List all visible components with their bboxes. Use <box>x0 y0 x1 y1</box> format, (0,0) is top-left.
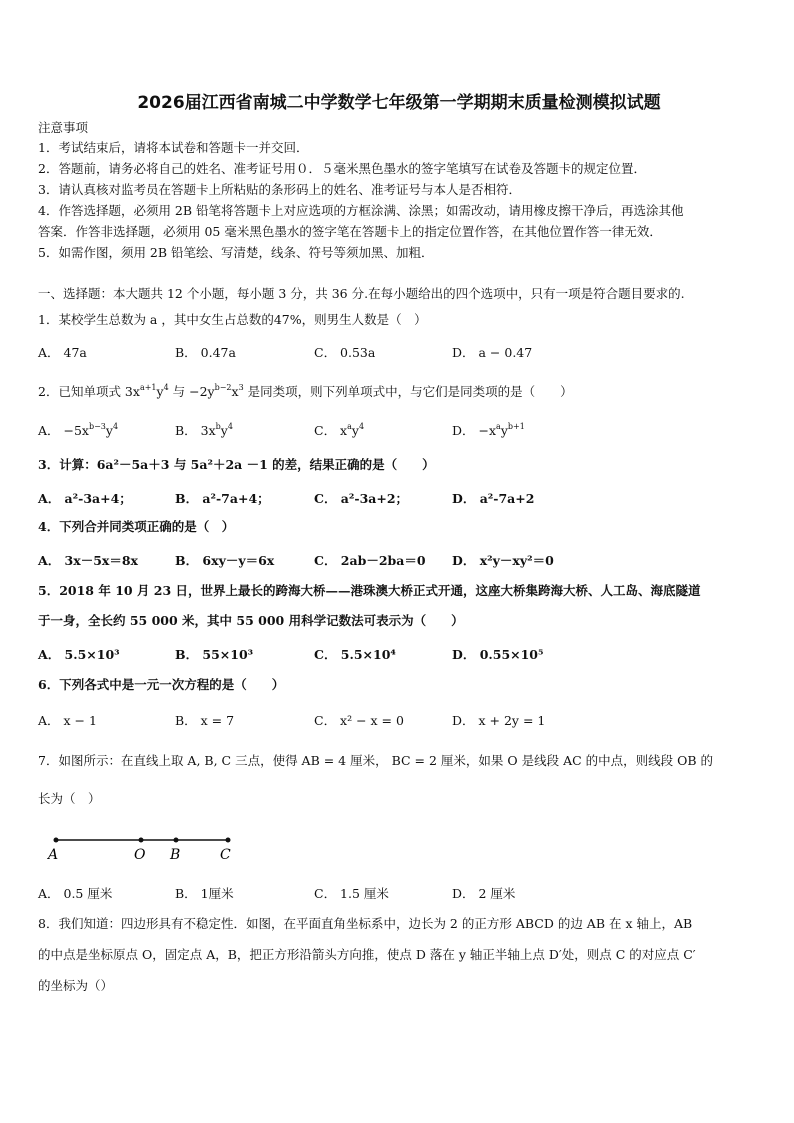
line-segment-figure <box>44 828 244 868</box>
question-5-stem-line-2: 于一身，全长约 55 000 米，其中 55 000 用科学记数法可表示为（ ） <box>38 613 464 628</box>
q6-option-b[interactable]: B． x = 7 <box>175 713 235 728</box>
q4-option-d[interactable]: D． x²y－xy²＝0 <box>452 553 554 568</box>
question-5-stem-line-1: 5．2018 年 10 月 23 日，世界上最长的跨海大桥——港珠澳大桥正式开通，这座大桥集跨海大桥、人工岛、海底隧道 <box>38 583 701 598</box>
point-c-label: C <box>220 847 231 863</box>
q4-option-b[interactable]: B． 6xy－y＝6x <box>175 553 275 568</box>
question-1-stem: 1．某校学生总数为 a ，其中女生占总数的47%，则男生人数是（ ） <box>38 312 427 327</box>
question-2-stem: 2．已知单项式 $3x^{a+1}y^4$ 与 $-2y^{b-2}x^3$ 是同类项，则下列单项式中，与它们是同类项的是（ ） <box>38 383 573 399</box>
question-8-stem-line-2: 的中点是坐标原点 O，固定点 A，B，把正方形沿箭头方向推，使点 D 落在 y 轴正半轴上点 D′处，则点 C 的对应点 C′ <box>38 947 696 962</box>
point-b-dot <box>174 838 179 843</box>
point-c-dot <box>226 838 231 843</box>
question-8-stem-line-1: 8．我们知道：四边形具有不稳定性．如图，在平面直角坐标系中，边长为 2 的正方形 ABCD 的边 AB 在 x 轴上，AB <box>38 916 693 931</box>
question-3-stem: 3．计算：6a²－5a＋3 与 5a²＋2a －1 的差，结果正确的是（ ） <box>38 457 435 472</box>
note-5: 5．如需作图，须用 2B 铅笔绘、写清楚，线条、符号等须加黑、加粗． <box>38 245 434 260</box>
q3-option-c[interactable]: C． a²-3a+2； <box>314 491 409 506</box>
q1-option-c[interactable]: C． 0.53a <box>314 345 376 360</box>
q7-option-b[interactable]: B． 1厘米 <box>175 886 234 901</box>
note-2: 2．答题前，请务必将自己的姓名、准考证号用０．５毫米黑色墨水的签字笔填写在试卷及答题卡的规定位置． <box>38 161 646 176</box>
point-o-dot <box>139 838 144 843</box>
q3-option-b[interactable]: B． a²-7a+4； <box>175 491 270 506</box>
note-3: 3．请认真核对监考员在答题卡上所粘贴的条形码上的姓名、准考证号与本人是否相符． <box>38 182 521 197</box>
q5-option-c[interactable]: C． 5.5×10⁴ <box>314 647 396 662</box>
q1-option-a[interactable]: A． 47a <box>38 345 87 360</box>
q6-option-a[interactable]: A． x − 1 <box>38 713 97 728</box>
q2-option-c[interactable]: C． $x^ay^4$ <box>314 422 365 438</box>
page-title: 2026届江西省南城二中学数学七年级第一学期期末质量检测模拟试题 <box>137 93 661 113</box>
q5-option-b[interactable]: B． 55×10³ <box>175 647 254 662</box>
question-7-stem-line-1: 7．如图所示：在直线上取 A, B, C 三点，使得 AB = 4 厘米， BC = 2 厘米，如果 O 是线段 AC 的中点，则线段 OB 的 <box>38 753 714 768</box>
point-b-label: B <box>170 847 181 863</box>
note-1: 1．考试结束后，请将本试卷和答题卡一并交回． <box>38 140 309 155</box>
section-heading: 一、选择题：本大题共 12 个小题，每小题 3 分，共 36 分.在每小题给出的四个选项中，只有一项是符合题目要求的. <box>38 286 685 301</box>
point-a-label: A <box>48 847 59 863</box>
q2-option-d[interactable]: D． $-x^ay^{b+1}$ <box>452 422 525 438</box>
q6-option-c[interactable]: C． x² − x = 0 <box>314 713 404 728</box>
q5-option-a[interactable]: A． 5.5×10³ <box>38 647 120 662</box>
q1-option-d[interactable]: D． a − 0.47 <box>452 345 533 360</box>
q7-option-d[interactable]: D． 2 厘米 <box>452 886 516 901</box>
q6-option-d[interactable]: D． x + 2y = 1 <box>452 713 546 728</box>
point-a-dot <box>54 838 59 843</box>
q3-option-a[interactable]: A． a²-3a+4； <box>38 491 132 506</box>
question-6-stem: 6．下列各式中是一元一次方程的是（ ） <box>38 677 285 692</box>
q1-option-b[interactable]: B． 0.47a <box>175 345 236 360</box>
question-4-stem: 4．下列合并同类项正确的是（ ） <box>38 519 235 534</box>
question-8-stem-line-3: 的坐标为（） <box>38 978 114 993</box>
q7-option-c[interactable]: C． 1.5 厘米 <box>314 886 389 901</box>
note-4-cont: 答案．作答非选择题，必须用 05 毫米黑色墨水的签字笔在答题卡上的指定位置作答，在其他位置作答一律无效． <box>38 224 662 239</box>
q3-option-d[interactable]: D． a²-7a+2 <box>452 491 535 506</box>
q7-option-a[interactable]: A． 0.5 厘米 <box>38 886 113 901</box>
q2-option-a[interactable]: A． $-5x^{b-3}y^4$ <box>38 422 119 438</box>
q4-option-c[interactable]: C． 2ab－2ba＝0 <box>314 553 426 568</box>
q5-option-d[interactable]: D． 0.55×10⁵ <box>452 647 544 662</box>
q4-option-a[interactable]: A． 3x－5x＝8x <box>38 553 139 568</box>
question-7-stem-line-2: 长为（ ） <box>38 791 101 806</box>
note-4: 4．作答选择题，必须用 2B 铅笔将答题卡上对应选项的方框涂满、涂黑；如需改动，请用橡皮擦干净后，再选涂其他 <box>38 203 684 218</box>
notes-heading: 注意事项 <box>38 120 89 135</box>
q2-option-b[interactable]: B． $3x^by^4$ <box>175 422 233 438</box>
point-o-label: O <box>134 847 146 863</box>
